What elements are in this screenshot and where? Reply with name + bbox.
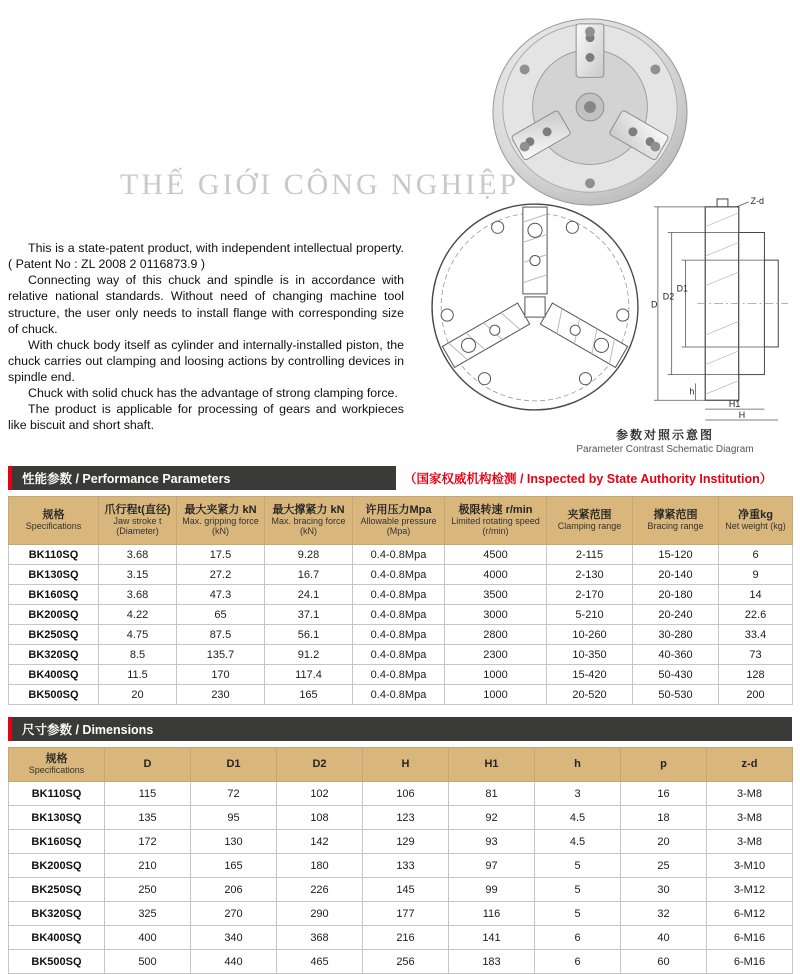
dim-label-h1: H1: [728, 399, 741, 410]
table-row: [9, 585, 793, 605]
column-header: D2: [277, 748, 363, 782]
column-header: D1: [191, 748, 277, 782]
value-cell: 5-210: [547, 605, 633, 625]
spec-cell: BK200SQ: [9, 605, 99, 625]
value-cell: 18: [621, 806, 707, 830]
value-cell: 6-M16: [707, 926, 793, 950]
table-row: [9, 854, 793, 878]
value-cell: 4.75: [99, 625, 177, 645]
value-cell: 8.5: [99, 645, 177, 665]
value-cell: 27.2: [177, 565, 265, 585]
spec-cell: BK500SQ: [9, 950, 105, 974]
table-row: [9, 926, 793, 950]
column-header: 极限转速 r/min Limited rotating speed (r/min): [445, 497, 547, 545]
value-cell: 5: [535, 902, 621, 926]
front-view-drawing: [426, 198, 644, 416]
column-header: 规格 Specifications: [9, 748, 105, 782]
table-row: [9, 625, 793, 645]
value-cell: 10-260: [547, 625, 633, 645]
value-cell: 3.68: [99, 545, 177, 565]
value-cell: 183: [449, 950, 535, 974]
spec-cell: BK400SQ: [9, 665, 99, 685]
diagram-caption-cn: 参数对照示意图: [615, 428, 714, 442]
spec-cell: BK500SQ: [9, 685, 99, 705]
spec-cell: BK320SQ: [9, 902, 105, 926]
value-cell: 216: [363, 926, 449, 950]
column-header: 最大撑紧力 kN Max. bracing force (kN): [265, 497, 353, 545]
value-cell: 6-M16: [707, 950, 793, 974]
value-cell: 128: [719, 665, 793, 685]
value-cell: 15-420: [547, 665, 633, 685]
value-cell: 6-M12: [707, 902, 793, 926]
value-cell: 20-240: [633, 605, 719, 625]
value-cell: 135.7: [177, 645, 265, 665]
table-row: [9, 565, 793, 585]
value-cell: 32: [621, 902, 707, 926]
value-cell: 3-M10: [707, 854, 793, 878]
table-row: [9, 902, 793, 926]
value-cell: 40-360: [633, 645, 719, 665]
column-header: 净重kg Net weight (kg): [719, 497, 793, 545]
spec-cell: BK250SQ: [9, 878, 105, 902]
column-header: 最大夹紧力 kN Max. gripping force (kN): [177, 497, 265, 545]
value-cell: 400: [105, 926, 191, 950]
value-cell: 5: [535, 878, 621, 902]
value-cell: 170: [177, 665, 265, 685]
value-cell: 20: [621, 830, 707, 854]
spec-cell: BK130SQ: [9, 806, 105, 830]
value-cell: 130: [191, 830, 277, 854]
value-cell: 33.4: [719, 625, 793, 645]
value-cell: 9: [719, 565, 793, 585]
value-cell: 145: [363, 878, 449, 902]
value-cell: 47.3: [177, 585, 265, 605]
product-description: [8, 240, 404, 434]
value-cell: 2-130: [547, 565, 633, 585]
top-section: [0, 0, 800, 462]
value-cell: 87.5: [177, 625, 265, 645]
value-cell: 72: [191, 782, 277, 806]
value-cell: 3-M12: [707, 878, 793, 902]
value-cell: 1000: [445, 685, 547, 705]
value-cell: 133: [363, 854, 449, 878]
value-cell: 99: [449, 878, 535, 902]
side-view-drawing: [648, 190, 796, 424]
value-cell: 5: [535, 854, 621, 878]
value-cell: 20: [99, 685, 177, 705]
dimensions-header-bar: [8, 717, 792, 741]
intro-paragraph: The product is applicable for processing of gears and workpieces like biscuit and short shaft.: [8, 402, 404, 433]
value-cell: 22.6: [719, 605, 793, 625]
value-cell: 15-120: [633, 545, 719, 565]
value-cell: 3-M8: [707, 782, 793, 806]
value-cell: 465: [277, 950, 363, 974]
column-header: 夹紧范围 Clamping range: [547, 497, 633, 545]
value-cell: 6: [535, 950, 621, 974]
value-cell: 97: [449, 854, 535, 878]
table-row: [9, 782, 793, 806]
dim-label-h: h: [689, 386, 695, 397]
value-cell: 1000: [445, 665, 547, 685]
value-cell: 102: [277, 782, 363, 806]
value-cell: 10-350: [547, 645, 633, 665]
value-cell: 0.4-0.8Mpa: [353, 545, 445, 565]
value-cell: 3.68: [99, 585, 177, 605]
diagram-caption: [545, 426, 785, 455]
dim-label-d2: D2: [662, 291, 675, 302]
value-cell: 230: [177, 685, 265, 705]
value-cell: 3000: [445, 605, 547, 625]
value-cell: 4000: [445, 565, 547, 585]
value-cell: 2800: [445, 625, 547, 645]
value-cell: 3: [535, 782, 621, 806]
value-cell: 206: [191, 878, 277, 902]
intro-paragraph: Chuck with solid chuck has the advantage of strong clamping force.: [28, 386, 398, 401]
value-cell: 16: [621, 782, 707, 806]
value-cell: 16.7: [265, 565, 353, 585]
dimensions-section-title: 尺寸参数 / Dimensions: [22, 723, 154, 737]
column-header: 规格 Specifications: [9, 497, 99, 545]
value-cell: 440: [191, 950, 277, 974]
value-cell: 0.4-0.8Mpa: [353, 625, 445, 645]
value-cell: 40: [621, 926, 707, 950]
table-row: [9, 806, 793, 830]
value-cell: 141: [449, 926, 535, 950]
value-cell: 117.4: [265, 665, 353, 685]
value-cell: 81: [449, 782, 535, 806]
value-cell: 92: [449, 806, 535, 830]
value-cell: 180: [277, 854, 363, 878]
value-cell: 11.5: [99, 665, 177, 685]
value-cell: 4.22: [99, 605, 177, 625]
table-row: [9, 665, 793, 685]
value-cell: 37.1: [265, 605, 353, 625]
value-cell: 108: [277, 806, 363, 830]
value-cell: 50-430: [633, 665, 719, 685]
value-cell: 24.1: [265, 585, 353, 605]
chuck-product-photo: [486, 6, 694, 214]
spec-cell: BK110SQ: [9, 782, 105, 806]
spec-cell: BK130SQ: [9, 565, 99, 585]
value-cell: 325: [105, 902, 191, 926]
table-row: [9, 545, 793, 565]
column-header: z-d: [707, 748, 793, 782]
column-header: p: [621, 748, 707, 782]
intro-paragraph: Connecting way of this chuck and spindle is in accordance with relative national standards. Without need of changing machine tool structure, the user only needs to install flange with corresponding size of chuck.: [8, 273, 404, 336]
value-cell: 500: [105, 950, 191, 974]
column-header: D: [105, 748, 191, 782]
inspection-note: （国家权威机构检测 / Inspected by State Authority Institution）: [404, 472, 773, 486]
value-cell: 6: [535, 926, 621, 950]
value-cell: 73: [719, 645, 793, 665]
spec-cell: BK400SQ: [9, 926, 105, 950]
value-cell: 3-M8: [707, 806, 793, 830]
value-cell: 106: [363, 782, 449, 806]
value-cell: 226: [277, 878, 363, 902]
value-cell: 340: [191, 926, 277, 950]
value-cell: 4.5: [535, 806, 621, 830]
value-cell: 200: [719, 685, 793, 705]
dimensions-table-header: [9, 748, 793, 782]
value-cell: 50-530: [633, 685, 719, 705]
spec-cell: BK110SQ: [9, 545, 99, 565]
value-cell: 25: [621, 854, 707, 878]
value-cell: 135: [105, 806, 191, 830]
value-cell: 4.5: [535, 830, 621, 854]
dim-label-hh: H: [738, 410, 746, 420]
value-cell: 172: [105, 830, 191, 854]
column-header: 许用压力Mpa Allowable pressure (Mpa): [353, 497, 445, 545]
performance-header-bar: [8, 466, 792, 490]
dim-label-d1: D1: [676, 283, 688, 294]
value-cell: 65: [177, 605, 265, 625]
value-cell: 210: [105, 854, 191, 878]
value-cell: 123: [363, 806, 449, 830]
table-row: [9, 950, 793, 974]
table-row: [9, 685, 793, 705]
value-cell: 56.1: [265, 625, 353, 645]
value-cell: 0.4-0.8Mpa: [353, 565, 445, 585]
value-cell: 115: [105, 782, 191, 806]
diagram-caption-en: Parameter Contrast Schematic Diagram: [576, 444, 754, 455]
value-cell: 290: [277, 902, 363, 926]
value-cell: 6: [719, 545, 793, 565]
value-cell: 2-170: [547, 585, 633, 605]
value-cell: 20-180: [633, 585, 719, 605]
value-cell: 91.2: [265, 645, 353, 665]
spec-cell: BK160SQ: [9, 830, 105, 854]
table-row: [9, 605, 793, 625]
value-cell: 60: [621, 950, 707, 974]
value-cell: 30: [621, 878, 707, 902]
value-cell: 129: [363, 830, 449, 854]
value-cell: 250: [105, 878, 191, 902]
value-cell: 165: [191, 854, 277, 878]
performance-section-title: 性能参数 / Performance Parameters: [8, 466, 396, 490]
column-header: h: [535, 748, 621, 782]
value-cell: 3-M8: [707, 830, 793, 854]
intro-paragraph: With chuck body itself as cylinder and internally-installed piston, the chuck carries out clamping and loosing actions by controlling devices in spindle end.: [8, 337, 404, 384]
value-cell: 0.4-0.8Mpa: [353, 585, 445, 605]
value-cell: 368: [277, 926, 363, 950]
value-cell: 95: [191, 806, 277, 830]
value-cell: 165: [265, 685, 353, 705]
value-cell: 116: [449, 902, 535, 926]
spec-cell: BK160SQ: [9, 585, 99, 605]
column-header: H1: [449, 748, 535, 782]
value-cell: 3.15: [99, 565, 177, 585]
spec-cell: BK200SQ: [9, 854, 105, 878]
value-cell: 4500: [445, 545, 547, 565]
column-header: 撑紧范围 Bracing range: [633, 497, 719, 545]
value-cell: 3500: [445, 585, 547, 605]
watermark-text: THẾ GIỚI CÔNG NGHIỆP: [120, 168, 520, 201]
column-header: H: [363, 748, 449, 782]
value-cell: 17.5: [177, 545, 265, 565]
value-cell: 30-280: [633, 625, 719, 645]
value-cell: 0.4-0.8Mpa: [353, 665, 445, 685]
value-cell: 270: [191, 902, 277, 926]
value-cell: 9.28: [265, 545, 353, 565]
value-cell: 93: [449, 830, 535, 854]
value-cell: 20-520: [547, 685, 633, 705]
intro-paragraph: This is a state-patent product, with independent intellectual property. ( Patent No : ZL 2008 2 0116873.9 ): [8, 241, 404, 272]
value-cell: 0.4-0.8Mpa: [353, 605, 445, 625]
value-cell: 256: [363, 950, 449, 974]
dim-label-zd: Z-d: [750, 195, 764, 206]
performance-table-header: [9, 497, 793, 545]
value-cell: 0.4-0.8Mpa: [353, 685, 445, 705]
table-row: [9, 830, 793, 854]
value-cell: 142: [277, 830, 363, 854]
dimensions-table: [8, 747, 793, 974]
table-row: [9, 878, 793, 902]
performance-table: [8, 496, 793, 705]
dim-label-d: D: [650, 299, 658, 310]
value-cell: 0.4-0.8Mpa: [353, 645, 445, 665]
spec-cell: BK320SQ: [9, 645, 99, 665]
value-cell: 14: [719, 585, 793, 605]
value-cell: 20-140: [633, 565, 719, 585]
value-cell: 2300: [445, 645, 547, 665]
column-header: 爪行程t(直径) Jaw stroke t (Diameter): [99, 497, 177, 545]
value-cell: 177: [363, 902, 449, 926]
value-cell: 2-115: [547, 545, 633, 565]
spec-cell: BK250SQ: [9, 625, 99, 645]
table-row: [9, 645, 793, 665]
